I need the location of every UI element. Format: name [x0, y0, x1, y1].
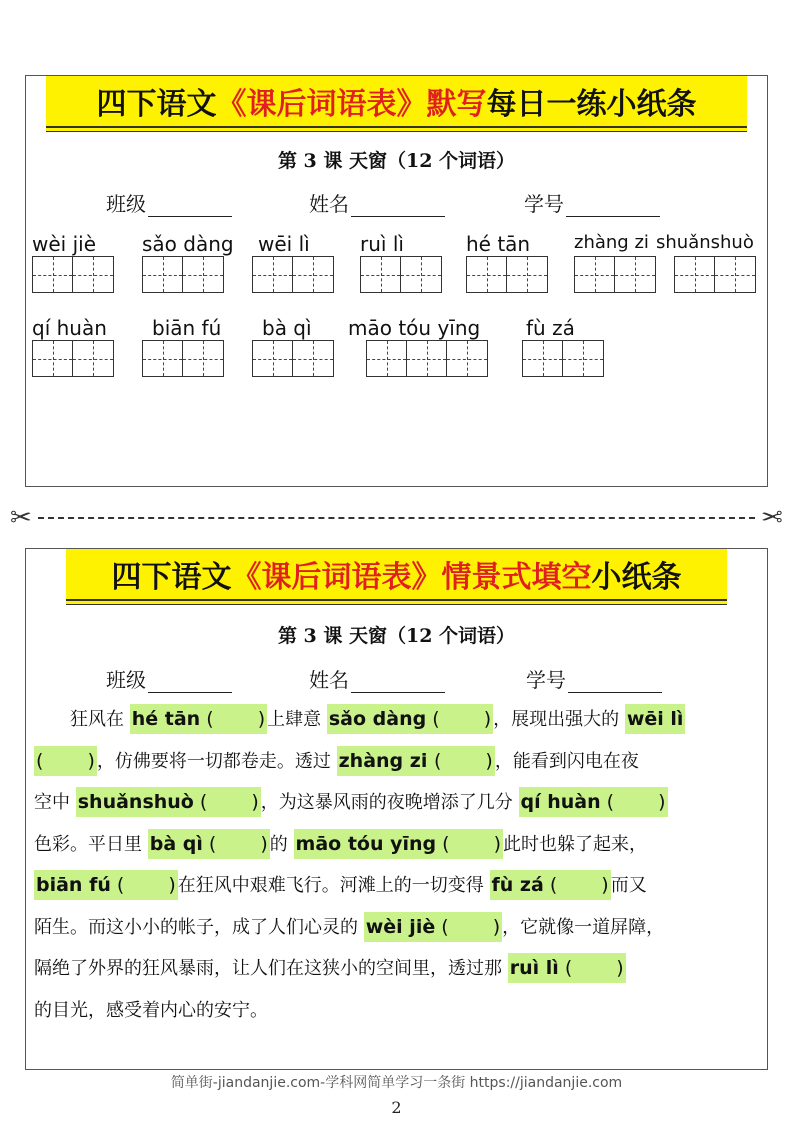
passage-text: 陌生。而这小小的帐子，成了人们心灵的 [34, 916, 364, 938]
writing-grid[interactable] [574, 256, 656, 293]
answer-slot[interactable]: ( ) [193, 791, 259, 813]
pinyin-label: ruì lì [360, 232, 404, 256]
passage-line [34, 948, 759, 990]
writing-grid[interactable] [32, 256, 114, 293]
student-id-label: 学号 [526, 668, 566, 692]
title-highlight: 《课后词语表》情景式填空 [231, 560, 592, 595]
answer-slot[interactable]: ( ) [200, 708, 266, 730]
pinyin-label: sǎo dàng [142, 232, 234, 256]
class-blank[interactable] [148, 670, 232, 693]
answer-slot[interactable]: ( ) [558, 957, 624, 979]
passage-text: 此时也躲了起来， [503, 833, 648, 855]
title-part: 每日一练小纸条 [486, 87, 697, 122]
fill-in-card [25, 548, 768, 1070]
fill-blank[interactable] [294, 829, 504, 859]
name-label: 姓名 [309, 192, 349, 216]
student-id-blank[interactable] [566, 194, 660, 217]
class-label: 班级 [106, 192, 146, 216]
fill-blank[interactable] [34, 870, 178, 900]
fill-blank[interactable] [148, 829, 270, 859]
writing-grid[interactable] [252, 256, 334, 293]
writing-grid[interactable] [360, 256, 442, 293]
blank-pinyin: biān fú [36, 874, 111, 896]
banner-title [46, 76, 747, 126]
answer-slot[interactable]: ( ) [110, 874, 176, 896]
passage-text: 空中 [34, 792, 76, 813]
writing-grid[interactable] [252, 340, 334, 377]
pinyin-label: zhàng zi [574, 232, 649, 253]
lesson-subtitle: 第 3 课 天窗（12 个词语） [277, 625, 516, 647]
student-id-field[interactable] [526, 664, 662, 693]
passage-text: ，它就像一道屏障， [502, 916, 665, 938]
answer-slot[interactable]: ( ) [36, 749, 95, 772]
answer-slot[interactable]: ( ) [426, 708, 492, 730]
fill-blank[interactable] [508, 953, 626, 983]
pinyin-label: wèi jiè [32, 232, 96, 256]
writing-grid[interactable] [142, 340, 224, 377]
passage-text: ，为这暴风雨的夜晚增添了几分 [260, 792, 519, 813]
answer-slot[interactable]: ( ) [436, 832, 502, 855]
passage-text: 的 [269, 833, 294, 855]
writing-grid[interactable] [32, 340, 114, 377]
passage-text: 狂风在 [34, 709, 130, 730]
passage-line [34, 907, 759, 949]
fill-blank[interactable] [130, 704, 267, 734]
title-part: 小纸条 [591, 560, 682, 595]
writing-grid[interactable] [142, 256, 224, 293]
class-field[interactable] [106, 664, 232, 693]
name-label: 姓名 [309, 668, 349, 692]
pinyin-label: hé tān [466, 232, 531, 256]
answer-slot[interactable]: ( ) [600, 791, 666, 813]
fill-blank[interactable] [625, 704, 686, 734]
pinyin-label: wēi lì [258, 232, 310, 256]
class-blank[interactable] [148, 194, 232, 217]
title-part: 四下语文 [96, 87, 217, 122]
blank-pinyin: māo tóu yīng [295, 832, 437, 855]
blank-pinyin: fù zá [491, 874, 544, 896]
passage-line [34, 699, 759, 741]
blank-pinyin: bà qì [149, 832, 203, 855]
name-field[interactable] [309, 664, 445, 693]
writing-grid[interactable] [522, 340, 604, 377]
banner-underline [66, 599, 727, 605]
name-blank[interactable] [351, 670, 445, 693]
blank-pinyin: qí huàn [520, 791, 601, 813]
student-id-label: 学号 [524, 192, 564, 216]
answer-slot[interactable]: ( ) [202, 832, 268, 855]
blank-pinyin: wēi lì [626, 708, 684, 730]
lesson-subtitle: 第 3 课 天窗（12 个词语） [277, 150, 516, 172]
footer-watermark: 简单街-jiandanjie.com-学科网简单学习一条街 https://jiandanjie.com [170, 1075, 623, 1091]
blank-pinyin: sǎo dàng [328, 708, 427, 730]
writing-grid[interactable] [366, 340, 488, 377]
fill-blank[interactable] [76, 787, 261, 817]
dashed-divider [38, 517, 755, 519]
page-number: 2 [391, 1098, 402, 1117]
passage-line [34, 990, 759, 1032]
blank-pinyin: hé tān [131, 708, 201, 730]
scissors-icon: ✂ [10, 503, 32, 533]
passage-text: 而又 [610, 875, 647, 896]
passage-line [34, 741, 759, 783]
pinyin-label: bà qì [262, 316, 312, 340]
dictation-card [25, 75, 768, 487]
blank-pinyin: shuǎnshuò [77, 791, 194, 813]
passage-line [34, 865, 759, 907]
title-highlight: 《课后词语表》默写 [216, 87, 487, 122]
title-part: 四下语文 [111, 560, 232, 595]
passage-text: 的目光，感受着内心的安宁。 [34, 999, 268, 1021]
passage-text: 上肆意 [267, 709, 327, 730]
student-id-blank[interactable] [568, 670, 662, 693]
fill-blank[interactable] [364, 912, 502, 942]
scissors-icon: ✂ [761, 503, 783, 533]
passage-text: ，能看到闪电在夜 [494, 750, 639, 772]
pinyin-label: māo tóu yīng [348, 316, 481, 340]
fill-blank[interactable] [490, 870, 611, 900]
blank-pinyin: ruì lì [509, 957, 559, 979]
class-label: 班级 [106, 668, 146, 692]
banner-title [66, 549, 727, 599]
pinyin-label: qí huàn [32, 316, 107, 340]
answer-slot[interactable]: ( ) [543, 874, 609, 896]
pinyin-label: fù zá [526, 316, 575, 340]
fill-blank[interactable] [34, 746, 97, 776]
passage-line [34, 824, 759, 866]
answer-slot[interactable]: ( ) [435, 915, 501, 938]
fill-blank[interactable] [327, 704, 493, 734]
blank-pinyin: zhàng zi [338, 749, 434, 772]
writing-grid[interactable] [466, 256, 548, 293]
passage-text: 在狂风中艰难飞行。河滩上的一切变得 [177, 875, 490, 896]
name-field[interactable] [309, 188, 445, 217]
banner-underline [46, 126, 747, 132]
class-field[interactable] [106, 188, 232, 217]
cut-line [10, 503, 783, 533]
answer-slot[interactable]: ( ) [433, 749, 493, 772]
pinyin-label: shuǎnshuò [656, 232, 754, 253]
passage-text: 色彩。平日里 [34, 833, 148, 855]
fill-blank[interactable] [337, 746, 495, 776]
passage-text: ，仿佛要将一切都卷走。透过 [96, 750, 337, 772]
passage-text: 隔绝了外界的狂风暴雨，让人们在这狭小的空间里，透过那 [34, 958, 508, 979]
passage-line [34, 782, 759, 824]
blank-pinyin: wèi jiè [365, 915, 436, 938]
pinyin-label: biān fú [152, 316, 222, 340]
passage-text: ，展现出强大的 [493, 709, 625, 730]
fill-blank[interactable] [519, 787, 668, 817]
student-id-field[interactable] [524, 188, 660, 217]
name-blank[interactable] [351, 194, 445, 217]
story-passage [34, 699, 759, 1031]
writing-grid[interactable] [674, 256, 756, 293]
